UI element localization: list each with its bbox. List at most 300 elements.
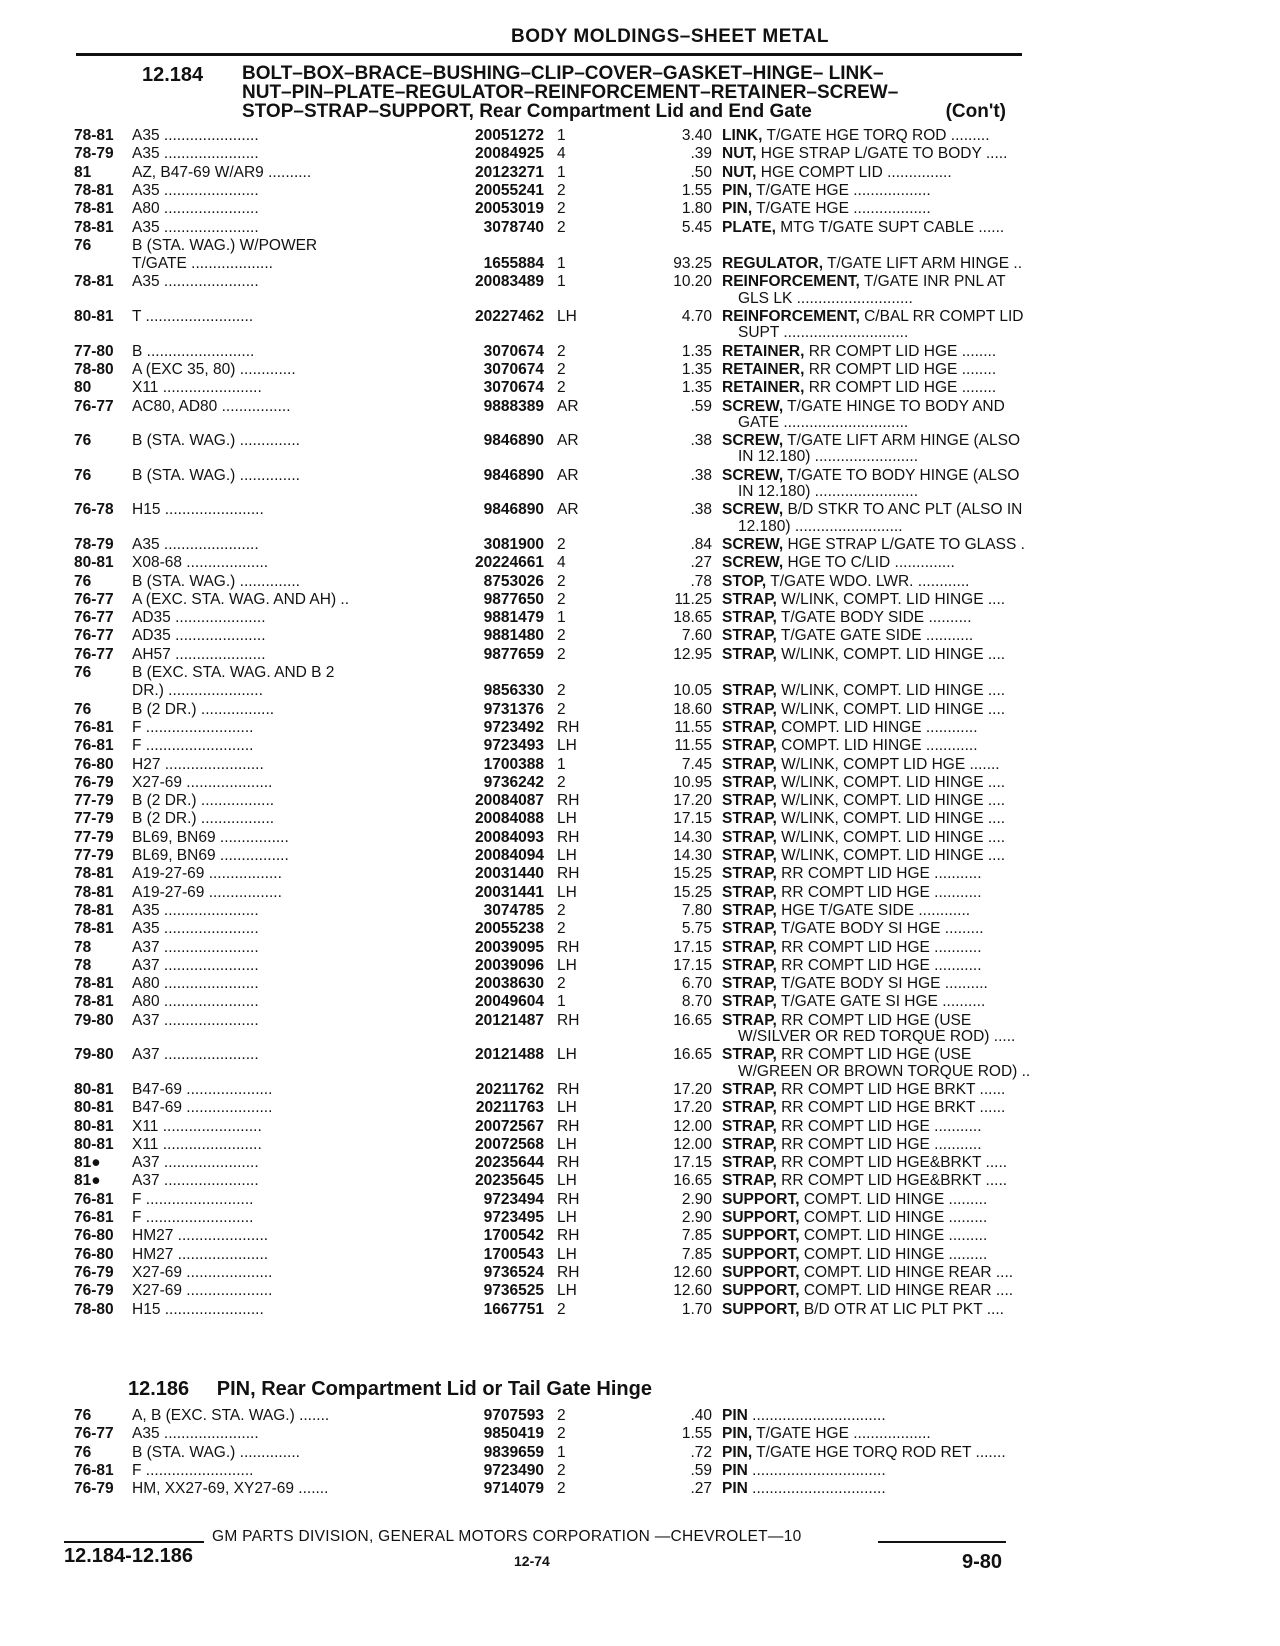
list-item — [74, 126, 1024, 145]
part-number-cell: 20084088 — [475, 810, 544, 828]
model-cell: X11 ....................... — [132, 379, 262, 397]
year-cell: 76-81 — [74, 1190, 114, 1208]
model-cell: B (STA. WAG.) .............. — [132, 466, 300, 484]
quantity-cell: 2 — [557, 379, 566, 397]
year-cell: 78-79 — [74, 535, 114, 553]
quantity-cell: AR — [557, 397, 579, 415]
model-cell: AD35 ..................... — [132, 627, 266, 645]
year-cell: 76-77 — [74, 397, 114, 415]
part-number-cell: 20055238 — [475, 920, 544, 938]
price-cell: 14.30 — [673, 828, 712, 846]
part-name: SCREW, — [722, 535, 784, 553]
part-number-cell: 20031441 — [475, 883, 544, 901]
quantity-cell: RH — [557, 1011, 580, 1029]
description-cell — [722, 846, 1094, 865]
list-item — [74, 1208, 1024, 1227]
part-name: NUT, — [722, 145, 757, 163]
model-cell: A35 ...................... — [132, 273, 259, 291]
description-text: RR COMPT LID HGE (USE — [776, 1046, 972, 1064]
part-number-cell: 1700542 — [483, 1227, 544, 1245]
part-number-cell: 9850419 — [483, 1425, 544, 1443]
quantity-cell: LH — [557, 1245, 577, 1263]
price-cell: 1.70 — [681, 1300, 712, 1318]
model-cell: HM27 ..................... — [132, 1227, 269, 1245]
list-item — [74, 864, 1024, 883]
model-cell: B (2 DR.) ................. — [132, 700, 275, 718]
description-text: T/GATE HINGE TO BODY AND — [783, 397, 1005, 415]
part-number-cell: 3074785 — [483, 901, 544, 919]
list-item — [74, 144, 1024, 163]
description-text: W/LINK, COMPT. LID HINGE .... — [776, 828, 1006, 846]
description-cell — [722, 1226, 1094, 1245]
part-name: PIN, — [722, 1443, 753, 1461]
footer-date: 9-80 — [962, 1551, 1003, 1573]
description-cell — [722, 974, 1094, 993]
model-cell: A37 ...................... — [132, 956, 259, 974]
price-cell: 17.15 — [673, 956, 712, 974]
model-cell: B ......................... — [132, 342, 255, 360]
quantity-cell: 1 — [557, 1443, 566, 1461]
header-rule — [76, 53, 1022, 56]
price-cell: 14.30 — [673, 847, 712, 864]
part-name: STRAP, — [722, 1154, 777, 1172]
model-cell: B (EXC. STA. WAG. AND B 2 — [132, 664, 335, 681]
price-cell: .59 — [690, 1461, 712, 1479]
part-number-cell: 20072567 — [475, 1117, 544, 1135]
model-cell: A35 ...................... — [132, 1425, 259, 1443]
part-name: STRAP, — [722, 590, 777, 608]
year-cell: 77-79 — [74, 810, 114, 828]
quantity-cell: 2 — [557, 1425, 566, 1443]
description-cell — [722, 1245, 1094, 1264]
description-cell — [722, 864, 1094, 883]
description-text: RR COMPT LID HGE BRKT ...... — [776, 1080, 1006, 1098]
part-name: SUPPORT, — [722, 1282, 800, 1300]
list-item — [74, 342, 1024, 361]
model-cell: A35 ...................... — [132, 218, 259, 236]
price-cell: 11.55 — [674, 718, 712, 736]
description-text: T/GATE GATE SIDE ........... — [776, 627, 974, 645]
quantity-cell: 1 — [557, 273, 566, 291]
price-cell: 1.55 — [681, 181, 712, 199]
year-cell: 76-81 — [74, 737, 114, 755]
price-cell: 3.40 — [681, 127, 712, 144]
part-number-cell: 20039096 — [475, 956, 544, 974]
year-cell: 76-80 — [74, 755, 114, 773]
price-cell: 1.35 — [681, 360, 712, 378]
year-cell: 76-77 — [74, 1425, 114, 1443]
description-text: T/GATE LIFT ARM HINGE .. — [823, 255, 1022, 273]
description-cell — [722, 681, 1094, 700]
year-cell: 78 — [74, 956, 92, 974]
quantity-cell: RH — [557, 1227, 580, 1245]
description-text: C/BAL RR COMPT LID — [859, 308, 1024, 325]
list-item — [74, 1300, 1024, 1319]
price-cell: 10.95 — [673, 773, 712, 791]
model-cell: AZ, B47-69 W/AR9 .......... — [132, 163, 312, 181]
price-cell: .78 — [690, 572, 712, 590]
part-name: RETAINER, — [722, 342, 805, 360]
list-item — [74, 681, 1024, 700]
model-cell: F ......................... — [132, 737, 254, 755]
quantity-cell: 1 — [557, 755, 566, 773]
model-cell: B47-69 .................... — [132, 1099, 273, 1117]
year-cell: 78-80 — [74, 360, 114, 378]
price-cell: 17.15 — [673, 938, 712, 956]
part-number-cell: 20055241 — [475, 181, 544, 199]
description-text: RR COMPT LID HGE ........... — [776, 956, 982, 974]
description-text: T/GATE INR PNL AT — [859, 273, 1006, 291]
year-cell: 80-81 — [74, 554, 114, 572]
model-cell: BL69, BN69 ................ — [132, 847, 289, 864]
description-text: COMPT. LID HINGE REAR .... — [799, 1282, 1014, 1300]
description-cell — [722, 736, 1094, 755]
part-number-cell: 9723495 — [483, 1209, 544, 1226]
part-name: STRAP, — [722, 1117, 777, 1135]
part-number-cell: 9877650 — [483, 590, 544, 608]
year-cell: 78-81 — [74, 181, 114, 199]
description-text: T/GATE HGE .................. — [752, 181, 931, 199]
price-cell: 17.15 — [673, 810, 712, 828]
continued-label: (Con't) — [945, 101, 1006, 122]
description-continuation: IN 12.180) ........................ — [738, 483, 919, 500]
year-cell: 76-79 — [74, 1282, 114, 1300]
part-number-cell: 20235644 — [475, 1154, 544, 1172]
part-name: STRAP, — [722, 627, 777, 645]
part-name: STOP, — [722, 572, 767, 590]
part-name: STRAP, — [722, 1046, 777, 1064]
year-cell: 76 — [74, 236, 92, 254]
price-cell: 7.85 — [681, 1245, 712, 1263]
list-item — [74, 992, 1024, 1011]
part-name: SCREW, — [722, 501, 784, 519]
year-cell: 77-79 — [74, 792, 114, 810]
part-number-cell: 9723492 — [483, 718, 544, 736]
description-cell — [722, 1406, 1094, 1425]
year-cell: 77-80 — [74, 342, 114, 360]
description-cell — [722, 1117, 1094, 1136]
model-cell: B (2 DR.) ................. — [132, 810, 275, 828]
list-item — [74, 1080, 1024, 1099]
list-item-continuation — [74, 413, 1024, 432]
part-number-cell: 8753026 — [483, 572, 544, 590]
description-text: RR COMPT LID HGE ........... — [776, 938, 982, 956]
list-item — [74, 1424, 1024, 1443]
list-item — [74, 378, 1024, 397]
description-cell — [722, 1098, 1094, 1117]
model-cell: A35 ...................... — [132, 181, 259, 199]
part-number-cell: 20084925 — [475, 145, 544, 163]
part-name: SUPPORT, — [722, 1263, 800, 1281]
list-item — [74, 938, 1024, 957]
list-item — [74, 663, 1024, 682]
description-text: COMPT. LID HINGE ......... — [799, 1209, 988, 1226]
year-cell: 76 — [74, 1407, 92, 1424]
quantity-cell: 2 — [557, 627, 566, 645]
list-item — [74, 1171, 1024, 1190]
model-cell: A35 ...................... — [132, 127, 259, 144]
quantity-cell: LH — [557, 1172, 577, 1190]
description-text: COMPT. LID HINGE ............ — [776, 737, 978, 755]
price-cell: 1.55 — [681, 1425, 712, 1443]
part-name: STRAP, — [722, 956, 777, 974]
list-item — [74, 626, 1024, 645]
part-name: RETAINER, — [722, 379, 805, 397]
description-cell — [722, 992, 1094, 1011]
year-cell: 78-81 — [74, 901, 114, 919]
description-text: RR COMPT LID HGE ........... — [776, 865, 982, 883]
model-cell: AC80, AD80 ................ — [132, 397, 291, 415]
price-cell: .38 — [690, 466, 712, 484]
quantity-cell: 2 — [557, 218, 566, 236]
description-cell — [722, 773, 1094, 792]
description-cell — [722, 1443, 1094, 1462]
year-cell: 80-81 — [74, 1099, 114, 1117]
model-cell: A35 ...................... — [132, 145, 259, 163]
description-cell — [722, 956, 1094, 975]
quantity-cell: LH — [557, 1046, 577, 1064]
model-cell: A80 ...................... — [132, 993, 259, 1011]
year-cell: 76-77 — [74, 627, 114, 645]
section-title: PIN, Rear Compartment Lid or Tail Gate Hinge — [216, 1378, 652, 1400]
model-cell: A37 ...................... — [132, 1172, 259, 1190]
part-name: PIN — [722, 1407, 748, 1424]
part-name: STRAP, — [722, 1080, 777, 1098]
part-number-cell: 9877659 — [483, 645, 544, 663]
part-number-cell: 1700543 — [483, 1245, 544, 1263]
model-cell: A37 ...................... — [132, 1011, 259, 1029]
part-name: STRAP, — [722, 847, 777, 864]
price-cell: 18.60 — [673, 700, 712, 718]
year-cell: 76-81 — [74, 1461, 114, 1479]
list-item — [74, 846, 1024, 865]
description-text: T/GATE HGE .................. — [752, 1425, 931, 1443]
price-cell: 1.80 — [681, 200, 712, 218]
list-item — [74, 1098, 1024, 1117]
quantity-cell: 2 — [557, 572, 566, 590]
part-name: STRAP, — [722, 920, 777, 938]
model-cell: A35 ...................... — [132, 920, 259, 938]
description-cell — [722, 1135, 1094, 1154]
footer-section-range: 12.184-12.186 — [64, 1545, 194, 1567]
description-cell — [722, 1171, 1094, 1190]
year-cell: 80-81 — [74, 308, 114, 325]
year-cell: 78-81 — [74, 920, 114, 938]
quantity-cell: LH — [557, 308, 577, 325]
description-text: W/LINK, COMPT LID HGE ....... — [776, 755, 1000, 773]
list-item — [74, 1461, 1024, 1480]
part-name: SUPPORT, — [722, 1300, 800, 1318]
year-cell: 78-81 — [74, 883, 114, 901]
quantity-cell: 2 — [557, 181, 566, 199]
description-cell — [722, 1281, 1094, 1300]
description-text: T/GATE LIFT ARM HINGE (ALSO — [783, 432, 1021, 450]
description-text: T/GATE HGE TORQ ROD ......... — [762, 127, 990, 144]
description-text: W/LINK, COMPT. LID HINGE .... — [776, 700, 1006, 718]
model-cell: A (EXC. STA. WAG. AND AH) .. — [132, 590, 350, 608]
section-number: 12.184 — [142, 64, 204, 86]
description-text: T/GATE BODY SI HGE ......... — [776, 920, 984, 938]
part-name: STRAP, — [722, 993, 777, 1011]
part-number-cell: 9731376 — [483, 700, 544, 718]
part-number-cell: 20031440 — [475, 865, 544, 883]
list-item — [74, 1443, 1024, 1462]
description-cell — [722, 163, 1094, 182]
part-name: PIN, — [722, 1425, 753, 1443]
model-cell: T ......................... — [132, 308, 254, 325]
quantity-cell: 1 — [557, 163, 566, 181]
price-cell: 5.75 — [681, 920, 712, 938]
part-number-cell: 20072568 — [475, 1135, 544, 1153]
part-name: SCREW, — [722, 554, 784, 572]
year-cell: 76-77 — [74, 590, 114, 608]
description-text: HGE COMPT LID ............... — [756, 163, 952, 181]
part-name: STRAP, — [722, 828, 777, 846]
list-item — [74, 181, 1024, 200]
description-cell — [722, 378, 1094, 397]
year-cell: 81● — [74, 1154, 101, 1172]
part-name: REINFORCEMENT, — [722, 308, 860, 325]
list-item — [74, 1135, 1024, 1154]
part-name: SUPPORT, — [722, 1227, 800, 1245]
description-text: HGE TO C/LID .............. — [783, 554, 955, 572]
description-cell — [722, 1208, 1094, 1227]
quantity-cell: 4 — [557, 145, 566, 163]
quantity-cell: AR — [557, 501, 579, 519]
year-cell: 76 — [74, 466, 92, 484]
price-cell: .27 — [690, 1480, 712, 1498]
part-number-cell: 9846890 — [483, 432, 544, 450]
part-name: PIN — [722, 1461, 748, 1479]
part-number-cell: 20211763 — [475, 1099, 544, 1117]
description-text: T/GATE TO BODY HINGE (ALSO — [783, 466, 1020, 484]
list-item — [74, 718, 1024, 737]
price-cell: 1.35 — [681, 342, 712, 360]
description-cell — [722, 919, 1094, 938]
list-item — [74, 1117, 1024, 1136]
price-cell: 16.65 — [673, 1011, 712, 1029]
price-cell: 12.60 — [673, 1282, 712, 1300]
year-cell: 79-80 — [74, 1046, 114, 1064]
model-cell: B (STA. WAG.) .............. — [132, 572, 300, 590]
year-cell: 79-80 — [74, 1011, 114, 1029]
model-cell: F ......................... — [132, 1461, 254, 1479]
year-cell: 76-81 — [74, 718, 114, 736]
description-text: HGE T/GATE SIDE ............ — [776, 901, 971, 919]
quantity-cell: 2 — [557, 590, 566, 608]
description-text: W/LINK, COMPT. LID HINGE .... — [776, 682, 1006, 700]
year-cell: 76-78 — [74, 501, 114, 519]
quantity-cell: LH — [557, 1209, 577, 1226]
part-number-cell: 1655884 — [483, 255, 544, 273]
year-cell: 76 — [74, 1443, 92, 1461]
year-cell: 78-81 — [74, 218, 114, 236]
year-cell: 77-79 — [74, 847, 114, 864]
price-cell: 18.65 — [673, 609, 712, 627]
description-text: RR COMPT LID HGE BRKT ...... — [776, 1099, 1006, 1117]
price-cell: 7.85 — [681, 1227, 712, 1245]
description-cell — [722, 126, 1094, 145]
description-cell — [722, 1080, 1094, 1099]
description-text: W/LINK, COMPT. LID HINGE .... — [776, 590, 1006, 608]
quantity-cell: LH — [557, 1099, 577, 1117]
description-cell — [722, 254, 1094, 273]
description-text: W/LINK, COMPT. LID HINGE .... — [776, 773, 1006, 791]
quantity-cell: RH — [557, 1263, 580, 1281]
part-name: STRAP, — [722, 901, 777, 919]
year-cell: 80-81 — [74, 1080, 114, 1098]
quantity-cell: 2 — [557, 975, 566, 993]
quantity-cell: 1 — [557, 127, 566, 144]
part-name: STRAP, — [722, 975, 777, 993]
description-cell — [722, 199, 1094, 218]
description-cell — [722, 608, 1094, 627]
part-number-cell: 20227462 — [475, 308, 544, 325]
description-text: ............................... — [747, 1480, 886, 1498]
part-name: STRAP, — [722, 865, 777, 883]
quantity-cell: LH — [557, 847, 577, 864]
part-name: PIN — [722, 1480, 748, 1498]
part-number-cell: 9839659 — [483, 1443, 544, 1461]
list-item — [74, 956, 1024, 975]
quantity-cell: 2 — [557, 1300, 566, 1318]
year-cell: 78-81 — [74, 865, 114, 883]
description-cell — [722, 342, 1094, 361]
model-cell: B (STA. WAG.) .............. — [132, 1443, 300, 1461]
list-item — [74, 736, 1024, 755]
part-name: STRAP, — [722, 883, 777, 901]
price-cell: 16.65 — [673, 1172, 712, 1190]
description-cell — [722, 791, 1094, 810]
part-number-cell: 9736242 — [483, 773, 544, 791]
model-cell: F ......................... — [132, 1190, 254, 1208]
list-item-continuation — [74, 1027, 1024, 1046]
quantity-cell: LH — [557, 956, 577, 974]
price-cell: .72 — [690, 1443, 712, 1461]
part-name: PIN, — [722, 200, 753, 218]
quantity-cell: RH — [557, 865, 580, 883]
part-number-cell: 20051272 — [475, 127, 544, 144]
part-number-cell: 1667751 — [483, 1300, 544, 1318]
part-number-cell: 9856330 — [483, 682, 544, 700]
price-cell: 2.90 — [681, 1190, 712, 1208]
year-cell: 76-80 — [74, 1245, 114, 1263]
description-text: RR COMPT LID HGE ........ — [804, 342, 997, 360]
price-cell: 4.70 — [681, 308, 712, 325]
quantity-cell: RH — [557, 828, 580, 846]
year-cell: 78-80 — [74, 1300, 114, 1318]
part-number-cell: 20121488 — [475, 1046, 544, 1064]
year-cell: 76-79 — [74, 1480, 114, 1498]
model-cell: H15 ....................... — [132, 501, 264, 519]
part-number-cell: 20084093 — [475, 828, 544, 846]
price-cell: 8.70 — [681, 993, 712, 1011]
part-number-cell: 9736525 — [483, 1282, 544, 1300]
list-item — [74, 163, 1024, 182]
price-cell: 17.20 — [673, 1099, 712, 1117]
model-cell: BL69, BN69 ................ — [132, 828, 289, 846]
list-item — [74, 1153, 1024, 1172]
description-cell — [722, 181, 1094, 200]
part-number-cell: 20235645 — [475, 1172, 544, 1190]
quantity-cell: 2 — [557, 342, 566, 360]
part-number-cell: 20053019 — [475, 200, 544, 218]
quantity-cell: RH — [557, 1190, 580, 1208]
model-cell: B (2 DR.) ................. — [132, 792, 275, 810]
model-cell: F ......................... — [132, 1209, 254, 1226]
footer-rule-left — [64, 1541, 204, 1543]
list-item — [74, 1479, 1024, 1498]
